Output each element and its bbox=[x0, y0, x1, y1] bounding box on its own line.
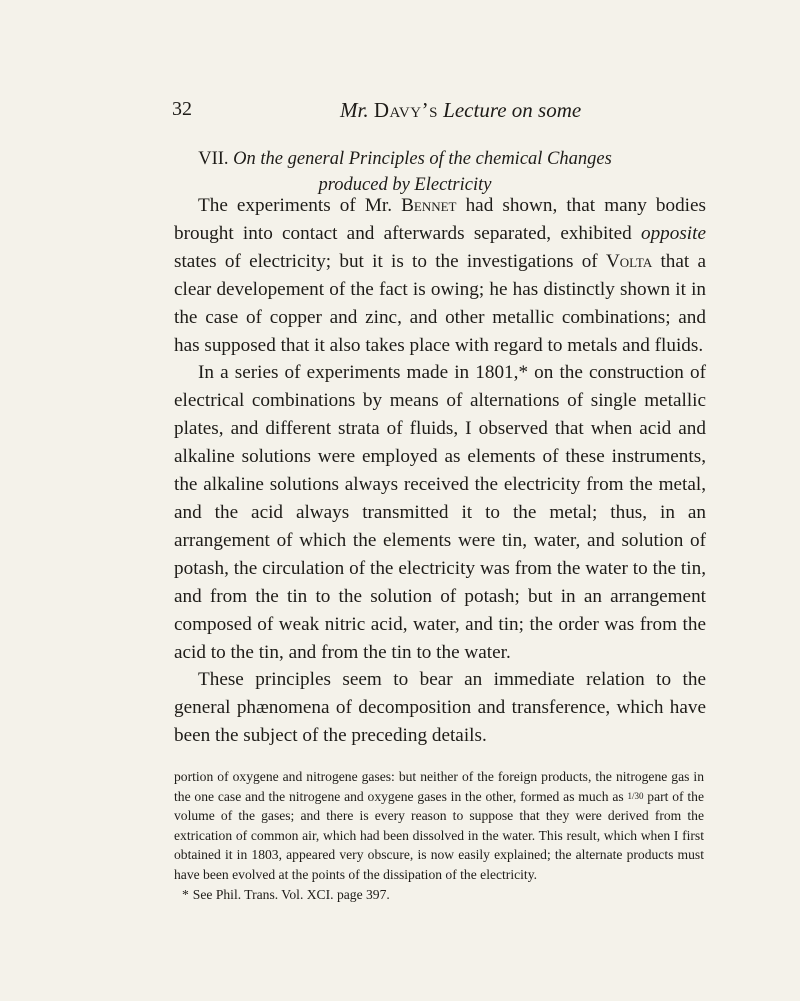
footnote-marker: * bbox=[182, 886, 189, 902]
footnote-fraction: 1/30 bbox=[627, 790, 644, 801]
paragraph-3: These principles seem to bear an immediate relation to the general phænomena of decomposition and transference, which have been the subject of the preceding details. bbox=[174, 669, 706, 747]
footnote-text-a: portion of oxygene and nitrogene gases: but neither of the foreign products, the nitrogene gas in the one case and the nitrogene and oxygene gases in the other, formed as much as bbox=[174, 769, 704, 804]
p1-text-c: states of electricity; but it is to the investigations of bbox=[174, 250, 606, 272]
p1-text-b: had shown, that many bodies brought into contact and afterwards separated, exhibited bbox=[174, 195, 706, 244]
p1-name-bennet: Bennet bbox=[401, 195, 457, 216]
running-head-prefix: Mr. bbox=[340, 98, 374, 122]
page-number: 32 bbox=[172, 98, 192, 120]
p1-text-d: that a clear developement of the fact is owing; he has distinctly shown it in the case of copper and zinc, and other metallic combinations; and has supposed that it also takes place with regard to metals and fluids. bbox=[174, 250, 706, 356]
section-number: VII. bbox=[198, 149, 234, 169]
paragraph-1 bbox=[174, 192, 706, 359]
p1-emphasis-opposite: opposite bbox=[640, 222, 706, 244]
running-head-author: Davy’s bbox=[373, 98, 438, 122]
section-title bbox=[175, 146, 635, 198]
p1-text-a: The experiments of Mr. bbox=[198, 195, 402, 216]
footnotes bbox=[174, 767, 704, 904]
body-text bbox=[174, 192, 706, 750]
page-header bbox=[172, 98, 612, 128]
footnote-reference-text: See Phil. Trans. Vol. XCI. page 397. bbox=[192, 886, 390, 902]
p1-name-volta: Volta bbox=[605, 250, 653, 272]
running-head bbox=[340, 98, 581, 123]
footnote-reference bbox=[174, 885, 704, 905]
footnote-text-b: part of the volume of the gases; and there is every reason to suppose that they were derived from the extrication of common air, which had been dissolved in the water. This result, which when I first obtained it in 1803, appeared very obscure, is now easily explained; the alternate products must have been evolved at the points of the dissipation of the electricity. bbox=[174, 788, 705, 882]
section-title-text: On the general Principles of the chemical Changes produced by Electricity bbox=[233, 149, 612, 195]
footnote-continued bbox=[174, 767, 704, 885]
paragraph-2: In a series of experiments made in 1801,* on the construction of electrical combinations by means of alternations of single metallic plates, and different strata of fluids, I observed that when acid and alkaline solutions were employed as elements of these instruments, the alkaline solutions always received the electricity from the metal, and the acid always transmitted it to the metal; thus, in an arrangement of which the elements were tin, water, and solution of potash, the circulation of the electricity was from the water to the tin, and from the tin to the solution of potash; but in an arrangement composed of weak nitric acid, water, and tin; the order was from the acid to the tin, and from the tin to the water. bbox=[174, 362, 706, 663]
running-head-suffix: Lecture on some bbox=[437, 98, 582, 122]
